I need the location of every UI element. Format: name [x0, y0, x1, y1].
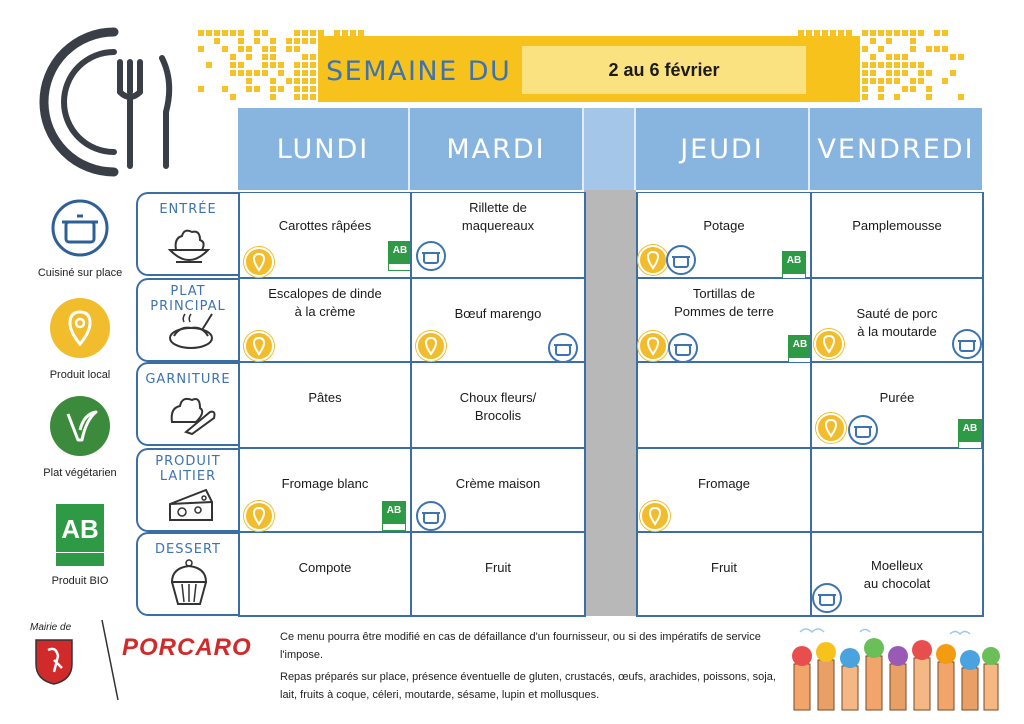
pixel-decoration [294, 30, 300, 36]
category-label: GARNITURE [145, 372, 231, 387]
pixel-decoration [270, 54, 276, 60]
legend-label: Produit local [49, 369, 111, 381]
plate-cutlery-logo-icon [34, 22, 194, 182]
pixel-decoration [918, 78, 924, 84]
category-garniture [136, 362, 238, 446]
local-pin-icon [638, 245, 668, 275]
pixel-decoration [926, 94, 932, 100]
menu-cell-vendredi-3 [810, 362, 984, 449]
ab-bio-icon: AB [388, 241, 412, 271]
pixel-decoration [270, 94, 276, 100]
legend-plat-vegetarien [20, 394, 140, 479]
pixel-decoration [222, 46, 228, 52]
pixel-decoration [270, 78, 276, 84]
pixel-decoration [278, 62, 284, 68]
day-header-jeudi: JEUDI [636, 108, 810, 190]
leaf-icon [48, 394, 112, 458]
pixel-decoration [302, 30, 308, 36]
menu-item-text: Crème maison [455, 476, 541, 491]
children-hands-illustration [790, 624, 1002, 712]
pixel-decoration [910, 38, 916, 44]
category-dessert [136, 532, 238, 616]
pixel-decoration [878, 78, 884, 84]
pixel-decoration [302, 62, 308, 68]
pixel-decoration [958, 54, 964, 60]
pixel-decoration [894, 70, 900, 76]
pixel-decoration [942, 78, 948, 84]
pixel-decoration [870, 38, 876, 44]
pixel-decoration [238, 62, 244, 68]
pixel-decoration [230, 30, 236, 36]
pixel-decoration [238, 70, 244, 76]
menu-item-text: Pamplemousse [852, 218, 942, 233]
menu-item-text: Rillette de maquereaux [461, 200, 535, 233]
category-plat-principal [136, 278, 238, 362]
pixel-decoration [302, 94, 308, 100]
pixel-decoration [206, 30, 212, 36]
menu-cell-lundi-5 [238, 532, 412, 617]
pixel-decoration [862, 46, 868, 52]
pixel-decoration [278, 86, 284, 92]
cooking-pot-icon [848, 415, 878, 445]
pixel-decoration [230, 62, 236, 68]
menu-item-text: Fruit [485, 560, 511, 575]
day-header-vendredi: VENDREDI [810, 108, 982, 190]
legend-label: Produit BIO [51, 575, 109, 587]
menu-cell-jeudi-1 [636, 192, 812, 279]
pixel-decoration [294, 70, 300, 76]
pixel-decoration [902, 30, 908, 36]
cheese-icon [166, 484, 216, 524]
menu-item-text: Escalopes de dinde à la crème [268, 286, 382, 319]
cooking-pot-icon [812, 583, 842, 613]
cooking-pot-icon [666, 245, 696, 275]
pixel-decoration [862, 86, 868, 92]
pixel-decoration [254, 70, 260, 76]
pixel-decoration [302, 38, 308, 44]
pixel-decoration [294, 62, 300, 68]
menu-item-text: Tortillas de Pommes de terre [674, 286, 774, 319]
menu-cell-mardi-5 [410, 532, 586, 617]
menu-cell-lundi-4 [238, 448, 412, 533]
pixel-decoration [238, 46, 244, 52]
pixel-decoration [870, 78, 876, 84]
menu-cell-vendredi-4 [810, 448, 984, 533]
rice-bowl-icon [166, 310, 216, 354]
week-label: SEMAINE DU [326, 56, 512, 87]
pixel-decoration [230, 54, 236, 60]
pixel-decoration [870, 30, 876, 36]
pixel-decoration [310, 38, 316, 44]
pixel-decoration [878, 86, 884, 92]
week-date: 2 au 6 février [522, 46, 806, 94]
pixel-decoration [926, 70, 932, 76]
pixel-decoration [246, 54, 252, 60]
pixel-decoration [902, 62, 908, 68]
pixel-decoration [902, 54, 908, 60]
pixel-decoration [910, 62, 916, 68]
footer-note-supplier: Ce menu pourra être modifié en cas de défaillance d'un fournisseur, ou si des impératifs de service l'impose. [280, 631, 761, 661]
cupcake-icon [166, 558, 212, 608]
svg-text:AB: AB [61, 514, 99, 544]
menu-item-text: Pâtes [308, 390, 342, 405]
pixel-decoration [942, 30, 948, 36]
menu-cell-mardi-2 [410, 278, 586, 363]
cooking-pot-icon [50, 198, 110, 258]
menu-item-text: Fromage [697, 476, 751, 491]
pixel-decoration [878, 94, 884, 100]
pixel-decoration [246, 70, 252, 76]
ab-bio-icon: AB [958, 419, 982, 449]
cooking-pot-icon [952, 329, 982, 359]
pixel-decoration [294, 86, 300, 92]
pixel-decoration [302, 86, 308, 92]
pixel-decoration [310, 86, 316, 92]
pixel-decoration [206, 62, 212, 68]
pixel-decoration [310, 94, 316, 100]
ab-bio-icon: AB [782, 251, 806, 281]
pixel-decoration [958, 94, 964, 100]
menu-cell-lundi-1 [238, 192, 412, 279]
pixel-decoration [934, 30, 940, 36]
salad-bowl-icon [166, 226, 212, 268]
pixel-decoration [294, 94, 300, 100]
vegetables-icon [166, 388, 218, 438]
pixel-decoration [246, 78, 252, 84]
pixel-decoration [894, 54, 900, 60]
cooking-pot-icon [668, 333, 698, 363]
menu-item-text: Sauté de porc à la moutarde [856, 306, 938, 339]
local-pin-icon [244, 331, 274, 361]
town-crest-icon [34, 638, 74, 686]
day-header-lundi: LUNDI [238, 108, 410, 190]
pixel-decoration [254, 30, 260, 36]
pixel-decoration [878, 30, 884, 36]
pixel-decoration [950, 70, 956, 76]
pixel-decoration [270, 46, 276, 52]
pixel-decoration [246, 46, 252, 52]
pixel-decoration [910, 78, 916, 84]
menu-item-text: Carottes râpées [278, 218, 372, 233]
menu-cell-mardi-3 [410, 362, 586, 449]
pixel-decoration [910, 46, 916, 52]
pixel-decoration [198, 46, 204, 52]
pixel-decoration [214, 38, 220, 44]
cooking-pot-icon [416, 501, 446, 531]
pixel-decoration [902, 70, 908, 76]
menu-cell-jeudi-4 [636, 448, 812, 533]
menu-item-text: Potage [703, 218, 745, 233]
pixel-decoration [862, 70, 868, 76]
category-label-text: PRODUIT LAITIER [155, 454, 221, 484]
menu-cell-jeudi-3 [636, 362, 812, 449]
local-pin-icon [640, 501, 670, 531]
menu-cell-mardi-1 [410, 192, 586, 279]
pixel-decoration [886, 70, 892, 76]
pixel-decoration [294, 46, 300, 52]
local-pin-icon [244, 501, 274, 531]
pixel-decoration [262, 62, 268, 68]
pixel-decoration [926, 86, 932, 92]
ab-bio-icon: AB [382, 501, 406, 531]
pixel-decoration [270, 38, 276, 44]
pixel-decoration [870, 70, 876, 76]
legend-cuisine-sur-place [20, 198, 140, 279]
pixel-decoration [878, 62, 884, 68]
town-name: PORCARO [122, 634, 252, 661]
pixel-decoration [238, 30, 244, 36]
pixel-decoration [918, 62, 924, 68]
pixel-decoration [886, 62, 892, 68]
pixel-decoration [254, 38, 260, 44]
pixel-decoration [262, 30, 268, 36]
mairie-label: Mairie de [30, 622, 72, 633]
pixel-decoration [918, 30, 924, 36]
header-banner-right [818, 36, 860, 102]
ab-bio-icon [56, 504, 104, 566]
menu-cell-mardi-4 [410, 448, 586, 533]
pixel-decoration [302, 78, 308, 84]
pixel-decoration [862, 30, 868, 36]
pixel-decoration [862, 78, 868, 84]
menu-cell-jeudi-2 [636, 278, 812, 363]
pixel-decoration [198, 30, 204, 36]
cooking-pot-icon [548, 333, 578, 363]
pixel-decoration [230, 70, 236, 76]
pixel-decoration [894, 62, 900, 68]
pixel-decoration [262, 70, 268, 76]
pixel-decoration [286, 78, 292, 84]
pixel-decoration [198, 86, 204, 92]
pixel-decoration [894, 94, 900, 100]
menu-cell-vendredi-1 [810, 192, 984, 279]
pixel-decoration [886, 54, 892, 60]
menu-item-text: Choux fleurs/ Brocolis [459, 390, 537, 423]
category-label: ENTRÉE [159, 202, 217, 217]
pixel-decoration [286, 46, 292, 52]
pixel-decoration [310, 78, 316, 84]
pixel-decoration [942, 46, 948, 52]
pixel-decoration [910, 30, 916, 36]
menu-item-text: Bœuf marengo [454, 306, 542, 321]
pixel-decoration [262, 54, 268, 60]
menu-item-text: Fromage blanc [281, 476, 369, 491]
day-header-mercredi [584, 108, 636, 190]
pixel-decoration [294, 78, 300, 84]
legend-produit-bio [20, 504, 140, 587]
category-produit-laitier [136, 448, 238, 532]
pixel-decoration [286, 38, 292, 44]
pixel-decoration [270, 62, 276, 68]
day-header-mardi: MARDI [410, 108, 584, 190]
local-pin-icon [48, 296, 112, 360]
category-label-text: PLAT PRINCIPAL [150, 284, 226, 314]
pixel-decoration [886, 38, 892, 44]
pixel-decoration [230, 94, 236, 100]
pixel-decoration [294, 38, 300, 44]
pixel-decoration [886, 78, 892, 84]
pixel-decoration [894, 78, 900, 84]
pixel-decoration [918, 70, 924, 76]
category-label [138, 454, 238, 484]
pixel-decoration [902, 86, 908, 92]
pixel-decoration [238, 38, 244, 44]
pixel-decoration [886, 30, 892, 36]
local-pin-icon [638, 331, 668, 361]
pixel-decoration [310, 62, 316, 68]
pixel-decoration [310, 54, 316, 60]
closed-day-column [584, 190, 636, 616]
menu-cell-lundi-2 [238, 278, 412, 363]
menu-item-text: Moelleux au chocolat [863, 558, 931, 591]
pixel-decoration [246, 86, 252, 92]
pixel-decoration [950, 54, 956, 60]
pixel-decoration [870, 62, 876, 68]
pixel-decoration [934, 46, 940, 52]
local-pin-icon [814, 329, 844, 359]
menu-cell-vendredi-2 [810, 278, 984, 363]
pixel-decoration [870, 54, 876, 60]
pixel-decoration [894, 30, 900, 36]
menu-cell-lundi-3 [238, 362, 412, 449]
local-pin-icon [244, 247, 274, 277]
menu-cell-jeudi-5 [636, 532, 812, 617]
pixel-decoration [302, 70, 308, 76]
category-entree [136, 192, 238, 276]
pixel-decoration [926, 46, 932, 52]
category-label: DESSERT [155, 542, 221, 557]
ab-bio-icon: AB [788, 335, 812, 365]
pixel-decoration [222, 30, 228, 36]
menu-item-text: Compote [298, 560, 352, 575]
pixel-decoration [270, 86, 276, 92]
pixel-decoration [878, 46, 884, 52]
local-pin-icon [816, 413, 846, 443]
pixel-decoration [910, 86, 916, 92]
menu-cell-vendredi-5 [810, 532, 984, 617]
pixel-decoration [262, 46, 268, 52]
pixel-decoration [862, 62, 868, 68]
pixel-decoration [278, 70, 284, 76]
pixel-decoration [302, 54, 308, 60]
cooking-pot-icon [416, 241, 446, 271]
menu-item-text: Fruit [711, 560, 737, 575]
legend-label: Plat végétarien [43, 467, 117, 479]
pixel-decoration [862, 94, 868, 100]
pixel-decoration [310, 70, 316, 76]
footer-note-allergens: Repas préparés sur place, présence éventuelle de gluten, crustacés, œufs, arachides, poissons, soja, lait, fruits à coque, céleri, moutarde, sésame, lupin et mollusques. [280, 671, 776, 701]
pixel-decoration [214, 30, 220, 36]
menu-item-text: Purée [879, 390, 915, 405]
legend-produit-local [20, 296, 140, 381]
legend-label: Cuisiné sur place [37, 267, 123, 279]
pixel-decoration [310, 30, 316, 36]
pixel-decoration [222, 86, 228, 92]
local-pin-icon [416, 331, 446, 361]
pixel-decoration [254, 86, 260, 92]
